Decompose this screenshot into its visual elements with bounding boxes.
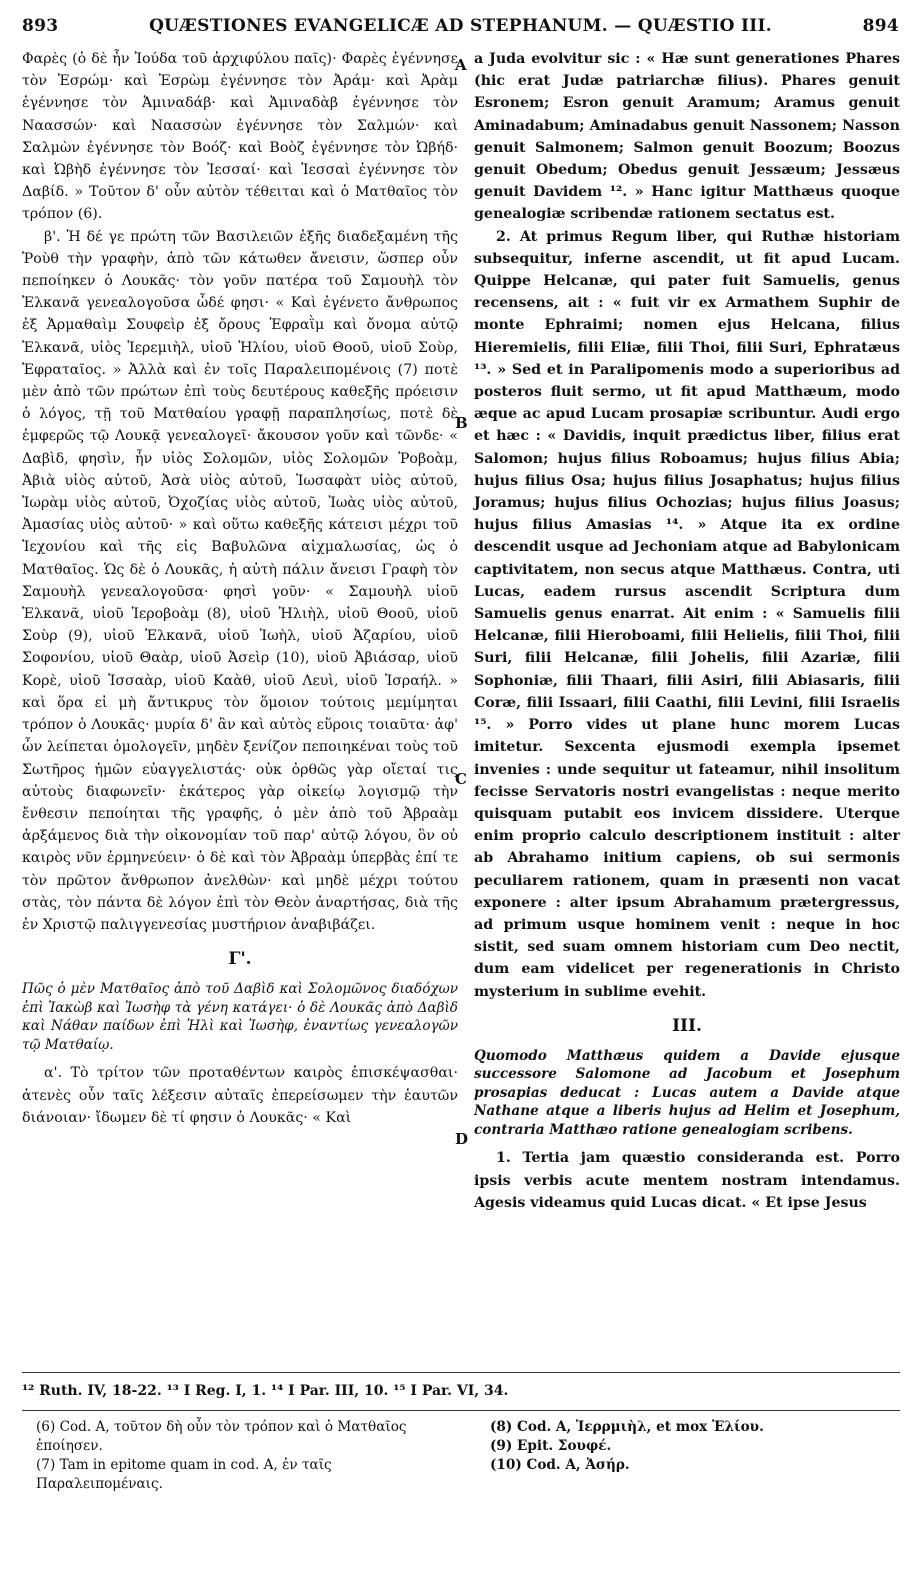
running-head-title: QUÆSTIONES EVANGELICÆ AD STEPHANUM. — QUÆSTIO III. bbox=[149, 16, 772, 36]
latin-column bbox=[474, 48, 900, 1214]
greek-paragraph-1: Φαρὲς (ὁ δὲ ἦν Ἰούδα τοῦ ἀρχιφύλου παῖς)· Φαρὲς ἐγέννησε τὸν Ἐσρώμ· καὶ Ἐσρὼμ ἐγέννησε τὸν Ἀράμ· καὶ Ἀρὰμ ἐγέννησε τὸν Ἀμιναδάβ· καὶ Ἀμιναδὰβ ἐγέννησε τὸν Ναασσών· καὶ Ναασσὼν ἐγέννησε τὸν Σαλμών· καὶ Σαλμὼν ἐγέννησε τὸν Βοόζ· καὶ Βοὸζ ἐγέννησε τὸν Ὠβήδ· καὶ Ὠβὴδ ἐγέννησε τὸν Ἰεσσαί· καὶ Ἰεσσαὶ ἐγέννησε τὸν Δαβίδ. » Τοῦτον δ' οὖν αὐτὸν τέθειται καὶ ὁ Ματθαῖος τὸν τρόπον (6). bbox=[22, 51, 458, 223]
margin-marker-d: D bbox=[455, 1130, 469, 1148]
note-8: (8) Cod. A, Ἱερρμιὴλ, et mox Ἐλίου. bbox=[490, 1419, 764, 1435]
greek-section-heading: Γ'. bbox=[228, 949, 252, 970]
latin-section-heading: III. bbox=[672, 1015, 702, 1036]
greek-chapter-title: Πῶς ὁ μὲν Ματθαῖος ἀπὸ τοῦ Δαβὶδ καὶ Σολομῶνος διαδόχων ἐπὶ Ἰακὼβ καὶ Ἰωσὴφ τὰ γένη κατάγει· ὁ δὲ Λουκᾶς ἀπὸ Δαβὶδ καὶ Νάθαν παίδων ἐπὶ Ἠλὶ καὶ Ἰωσὴφ, ἐναντίως γενεαλογῶν τῷ Ματθαίῳ. bbox=[22, 981, 458, 1053]
notes-left bbox=[36, 1418, 456, 1494]
footnote-divider bbox=[22, 1372, 900, 1373]
latin-chapter-title: Quomodo Matthæus quidem a Davide ejusque successore Salomone ad Jacobum et Josephum prosapias deducat : Lucas autem a Davide atque Nathane atque a liberis hujus ad Helim et Josephum, contraria Matthæo ratione genealogiam scribens. bbox=[474, 1047, 900, 1138]
greek-paragraph-2: β'. Ἡ δέ γε πρώτη τῶν Βασιλειῶν ἑξῆς διαδεξαμένη τῆς Ῥοὺθ τὴν γραφὴν, ἀπὸ τῶν κάτωθεν ἄνεισιν, ὥσπερ οὖν πεποίηκεν ὁ Λουκᾶς· τὸν γοῦν πατέρα τοῦ Σαμουὴλ τὸν Ἐλκανᾶ γενεαλογοῦσα ὧδέ φησι· « Καὶ ἐγένετο ἄνθρωπος ἐξ Ἀρμαθαὶμ Σουφεὶρ ἐξ ὄρους Ἐφραῒμ καὶ ὄνομα αὐτῷ Ἐλκανᾶ, υἱὸς Ἱερεμιὴλ, υἱοῦ Ἠλίου, υἱοῦ Θοοῦ, υἱοῦ Σοὺρ, Ἐφραταῖος. » Ἀλλὰ καὶ ἐν τοῖς Παραλειπομένοις (7) ποτὲ μὲν ἀπὸ τῶν πρώτων ἐπὶ τοὺς δευτέρους καθεξῆς πρόεισιν ὁ λόγος, τῇ τοῦ Ματθαίου γραφῇ παραπλησίως, ποτὲ δὲ ἐμφερῶς τῷ Λουκᾷ γενεαλογεῖ· ἄκουσον γοῦν καὶ τῶνδε· « Δαβὶδ, φησὶν, ἦν υἱὸς Σολομῶν, υἱὸς Σολομῶν Ῥοβοὰμ, Ἀβιὰ υἱὸς αὐτοῦ, Ἀσὰ υἱὸς αὐτοῦ, Ἰωσαφὰτ υἱὸς αὐτοῦ, Ἰωρὰμ υἱὸς αὐτοῦ, Ὀχοζίας υἱὸς αὐτοῦ, Ἰωὰς υἱὸς αὐτοῦ, Ἀμασίας υἱὸς αὐτοῦ· » καὶ οὕτω καθεξῆς κάτεισι μέχρι τοῦ Ἰεχονίου καὶ τῆς εἰς Βαβυλῶνα αἰχμαλωσίας, ὡς ὁ Ματθαῖος. Ὡς δὲ ὁ Λουκᾶς, ἡ αὐτὴ πάλιν ἄνεισι Γραφὴ τὸν Σαμουὴλ γενεαλογοῦσα· φησὶ γοῦν· « Σαμουὴλ υἱοῦ Ἐλκανᾶ, υἱοῦ Ἱεροβοὰμ (8), υἱοῦ Ἠλιὴλ, υἱοῦ Θοοῦ, υἱοῦ Σοὺρ (9), υἱοῦ Ἐλκανᾶ, υἱοῦ Ἰωὴλ, υἱοῦ Ἀζαρίου, υἱοῦ Σοφονίου, υἱοῦ Θαὰρ, υἱοῦ Ἀσεὶρ (10), υἱοῦ Ἀβιάσαρ, υἱοῦ Κορὲ, υἱοῦ Ἰσσαὰρ, υἱοῦ Καὰθ, υἱοῦ Λευὶ, υἱοῦ Ἰσραήλ. » καὶ ὅρα εἰ μὴ ἄντικρυς τὸν ὅμοιον τούτοις μεμίμηται τρόπον ὁ Λουκᾶς· μυρία δ' ἂν καὶ αὐτὸς εὕροις τοιαῦτα· ἀφ' ὧν λείπεται ὁμολογεῖν, μηδὲν ξενίζον πεποιηκέναι τοὺς τοῦ Σωτῆρος ἡμῶν εὐαγγελιστάς· οὐκ ὀρθῶς γὰρ οἴεταί τις αὐτοὺς διαφωνεῖν· ἑκάτερος γὰρ οἰκείῳ λογισμῷ τὴν ἔνθεσιν πεποίηται τῆς γραφῆς, ὁ μὲν ἀπὸ τοῦ Ἀβραὰμ ἀρξάμενος διὰ τὴν οἰκονομίαν τοῦ παρ' αὐτῷ λόγου, ὃν οὐ καιρὸς νῦν ἑρμηνεύειν· ὁ δὲ καὶ τὸν Ἀβραὰμ ὑπερβὰς ἐπί τε τὸν πρῶτον ἄνθρωπον ἀνελθὼν· καὶ μηδὲ μέχρι τούτου στὰς, τὸν πάντα δὲ λόγον ἐπὶ τὸν Θεὸν ἀναρτήσας, διὰ τῆς ἐν Χριστῷ παλιγγενεσίας μυστήριον ἀναβιβάζει. bbox=[22, 228, 458, 933]
latin-paragraph-2: 2. At primus Regum liber, qui Ruthæ historiam subsequitur, inferne ascendit, ut fit apud Lucam. Quippe Helcanæ, qui pater fuit Samuelis, genus recensens, ait : « fuit vir ex Armathem Suphir de monte Ephraimi; nomen ejus Helcana, filius Hieremielis, filii Eliæ, filii Thoi, filii Suri, Ephratæus ¹³. » Sed et in Paralipomenis modo a superioribus ad posteros fluit sermo, ut fit apud Matthæum, modo æque ac apud Lucam prosapiæ scribuntur. Audi ergo et hæc : « Davidis, inquit prædictus liber, filius erat Salomon; hujus filius Roboamus; hujus filius Abia; hujus filius Osa; hujus filius Josaphatus; hujus filius Joramus; hujus filius Ochozias; hujus filius Joasus; hujus filius Amasias ¹⁴. » Atque ita ex ordine descendit usque ad Jechoniam atque ad Babylonicam captivitatem, non secus atque Matthæus. Contra, uti Lucas, eadem rursus ascendit Scriptura dum Samuelis genus enarrat. Ait enim : « Samuelis filii Helcanæ, filii Hieroboami, filii Helielis, filii Thoi, filii Suri, filii Helcanæ, filii Johelis, filii Azariæ, filii Sophoniæ, filii Thaari, filii Asiri, filii Abiasaris, filii Coræ, filii Issaari, filii Caathi, filii Levini, filii Israelis ¹⁵. » Porro vides ut plane hunc morem Lucas imitetur. Sexcenta ejusmodi exempla ipsemet invenies : unde sequitur ut fateamur, nihil insolitum fecisse Servatoris nostri evangelistas : neque merito quisquam putabit eos invicem dissidere. Uterque enim proprio calculo descriptionem instituit : alter ab Abrahamo initium capiens, ob sui sermonis peculiarem rationem, quam in præsenti non vacat exponere : alter ipsum Abrahamum prætergressus, ad primum usque hominem venit : neque in hoc sistit, sed suam omnem historiam cum Deo nectit, dum eam videlicet per regenerationis in Christo mysterium in sublime evehit. bbox=[474, 228, 900, 1000]
margin-marker-a: A bbox=[455, 56, 467, 74]
latin-paragraph-3: 1. Tertia jam quæstio consideranda est. Porro ipsis verbis acute mentem nostram intendamus. Agesis videamus quid Lucas dicat. « Et ipse Jesus bbox=[474, 1150, 900, 1211]
page-number-right: 894 bbox=[862, 16, 899, 36]
notes-right bbox=[490, 1418, 900, 1475]
greek-paragraph-3: α'. Τὸ τρίτον τῶν προταθέντων καιρὸς ἐπισκέψασθαι· ἀτενὲς οὖν ταῖς λέξεσιν αὐταῖς ἐπερείσωμεν τὴν ἑαυτῶν διάνοιαν· ἴδωμεν δὲ τί φησιν ὁ Λουκᾶς· « Καὶ bbox=[22, 1065, 458, 1126]
note-9: (9) Epit. Σουφέ. bbox=[490, 1438, 612, 1454]
margin-marker-b: B bbox=[455, 414, 468, 432]
note-6: (6) Cod. A, τοῦτον δὴ οὖν τὸν τρόπον καὶ ὁ Ματθαῖος ἐποίησεν. bbox=[36, 1419, 407, 1454]
notes-divider bbox=[22, 1410, 900, 1411]
latin-paragraph-1: a Juda evolvitur sic : « Hæ sunt generationes Phares (hic erat Judæ patriarchæ filius). Phares genuit Esronem; Esron genuit Aramum; Aramus genuit Aminadabum; Aminadabus genuit Nassonem; Nasson genuit Salmonem; Salmon genuit Boozum; Boozus genuit Obedum; Obedus genuit Jessæum; Jessæus genuit Davidem ¹². » Hanc igitur Matthæus quoque genealogiæ scribendæ rationem sectatus est. bbox=[474, 51, 900, 223]
margin-marker-c: C bbox=[455, 770, 467, 788]
note-10: (10) Cod. A, Ἀσήρ. bbox=[490, 1457, 630, 1473]
scripture-references: ¹² Ruth. IV, 18-22. ¹³ I Reg. I, 1. ¹⁴ I Par. III, 10. ¹⁵ I Par. VI, 34. bbox=[22, 1383, 509, 1399]
page-number-left: 893 bbox=[22, 16, 59, 36]
greek-column bbox=[22, 48, 458, 1129]
note-7: (7) Tam in epitome quam in cod. A, ἐν ταῖς Παραλειπομέναις. bbox=[36, 1457, 332, 1492]
running-header bbox=[0, 16, 921, 38]
